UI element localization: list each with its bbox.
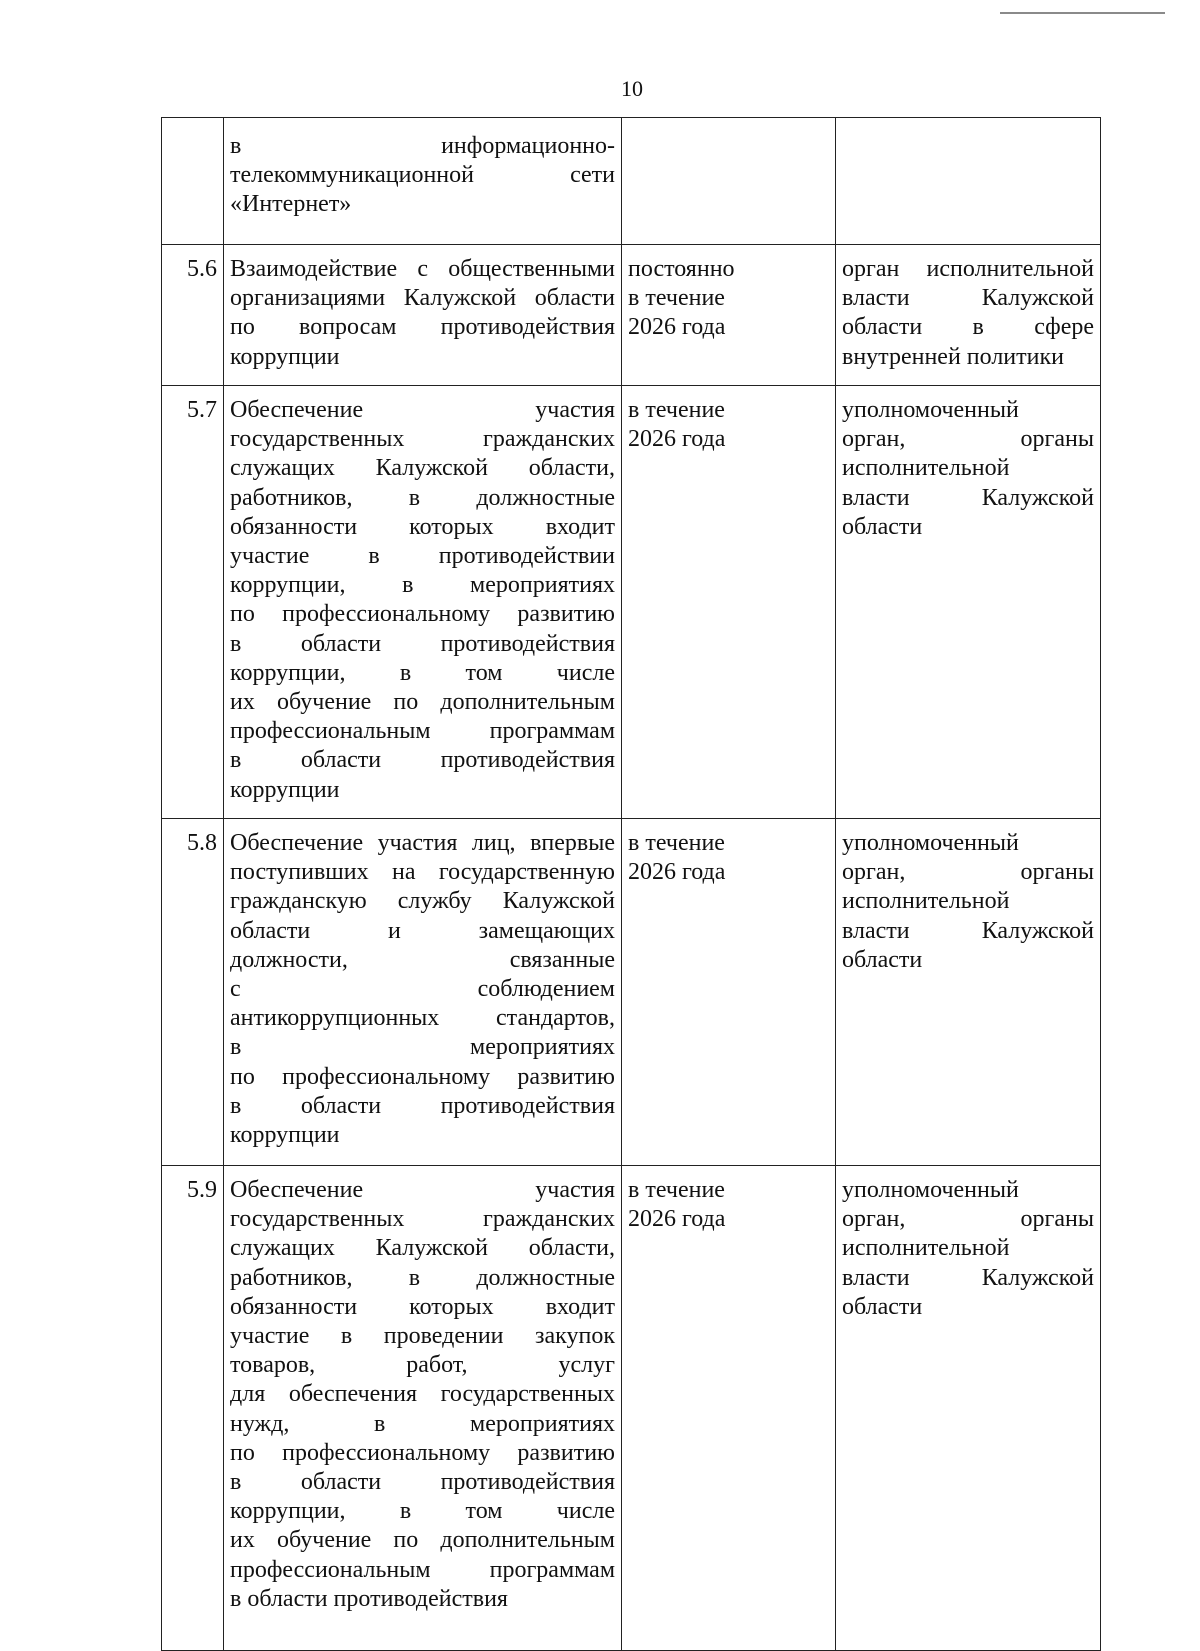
action-cell-line: в области противодействия: [230, 1092, 615, 1119]
action-cell-line: участие в противодействии: [230, 543, 615, 570]
action-cell-line: Обеспечение участия лиц, впервые: [230, 830, 615, 856]
action-cell-line: работников, в должностные: [230, 484, 615, 511]
action-cell-line: по профессиональному развитию: [230, 1063, 615, 1090]
action-cell-line: нужд, в мероприятиях: [230, 1410, 615, 1437]
term-cell-line: 2026 года: [628, 1206, 726, 1233]
header-rule: [1000, 12, 1165, 14]
table-row: [162, 386, 1101, 819]
responsible-cell-line: области: [842, 513, 923, 540]
action-cell: [224, 386, 622, 819]
action-cell-line: служащих Калужской области,: [230, 455, 615, 482]
responsible-cell-line: орган, органы: [842, 1206, 1094, 1233]
responsible-cell-line: орган, органы: [842, 859, 1094, 886]
table-row: [162, 819, 1101, 1166]
responsible-cell-line: области в сфере: [842, 314, 1094, 341]
term-cell-line: постоянно: [628, 256, 735, 282]
term-cell: [622, 118, 836, 245]
responsible-cell-line: исполнительной: [842, 1235, 1010, 1262]
item-number: 5.9: [162, 1166, 224, 1651]
action-cell-line: коррупции, в мероприятиях: [230, 572, 615, 599]
action-cell-line: Обеспечение участия: [230, 1177, 615, 1203]
responsible-cell-line: власти Калужской: [842, 285, 1094, 312]
responsible-cell-line: орган, органы: [842, 426, 1094, 453]
action-cell-line: Взаимодействие с общественными: [230, 256, 615, 282]
action-cell-line: в области противодействия: [230, 747, 615, 774]
action-cell-line: области и замещающих: [230, 917, 615, 944]
responsible-cell: [836, 386, 1101, 819]
term-cell: [622, 819, 836, 1166]
action-cell-line: по вопросам противодействия: [230, 314, 615, 341]
term-cell: [622, 245, 836, 386]
action-cell-line: организациями Калужской области: [230, 285, 615, 312]
term-cell-line: в течение: [628, 1177, 725, 1203]
item-number: [162, 118, 224, 245]
action-cell-line: участие в проведении закупок: [230, 1323, 615, 1350]
table-row: [162, 1166, 1101, 1651]
action-cell-line: коррупции: [230, 776, 340, 803]
action-cell-line: работников, в должностные: [230, 1264, 615, 1291]
action-cell-line: антикоррупционных стандартов,: [230, 1005, 615, 1032]
responsible-cell-line: области: [842, 1293, 923, 1320]
responsible-cell-line: уполномоченный: [842, 397, 1019, 423]
responsible-cell-line: власти Калужской: [842, 1264, 1094, 1291]
action-cell-line: товаров, работ, услуг: [230, 1352, 615, 1379]
action-cell-line: по профессиональному развитию: [230, 1439, 615, 1466]
responsible-cell-line: исполнительной: [842, 888, 1010, 915]
responsible-cell: [836, 245, 1101, 386]
action-cell-line: должности, связанные: [230, 946, 615, 973]
term-cell-line: 2026 года: [628, 314, 726, 341]
responsible-cell-line: уполномоченный: [842, 830, 1019, 856]
action-cell-line: государственных гражданских: [230, 426, 615, 453]
page-number: 10: [621, 76, 643, 101]
term-cell-line: в течение: [628, 397, 725, 423]
responsible-cell: [836, 118, 1101, 245]
action-cell-line: в информационно-: [230, 133, 615, 159]
action-cell-line: обязанности которых входит: [230, 513, 615, 540]
responsible-cell: [836, 1166, 1101, 1651]
action-cell-line: служащих Калужской области,: [230, 1235, 615, 1262]
action-cell-line: «Интернет»: [230, 191, 352, 218]
term-cell-line: в течение: [628, 830, 725, 856]
action-cell-line: с соблюдением: [230, 976, 615, 1003]
item-number: 5.7: [162, 386, 224, 819]
action-cell-line: в мероприятиях: [230, 1034, 615, 1061]
action-cell-line: профессиональным программам: [230, 1556, 615, 1583]
responsible-cell-line: уполномоченный: [842, 1177, 1019, 1203]
action-cell-line: в области противодействия: [230, 1585, 508, 1612]
action-cell-line: их обучение по дополнительным: [230, 689, 615, 716]
action-cell-line: Обеспечение участия: [230, 397, 615, 423]
term-cell-line: в течение: [628, 285, 725, 312]
action-cell-line: телекоммуникационной сети: [230, 162, 615, 189]
term-cell: [622, 386, 836, 819]
responsible-cell-line: власти Калужской: [842, 484, 1094, 511]
responsible-cell-line: исполнительной: [842, 455, 1010, 482]
term-cell: [622, 1166, 836, 1651]
action-cell-line: коррупции, в том числе: [230, 1498, 615, 1525]
action-cell-line: обязанности которых входит: [230, 1293, 615, 1320]
action-cell-line: коррупции: [230, 343, 340, 370]
term-cell-line: 2026 года: [628, 859, 726, 886]
term-cell-line: 2026 года: [628, 426, 726, 453]
item-number: 5.8: [162, 819, 224, 1166]
action-cell: [224, 245, 622, 386]
action-cell-line: профессиональным программам: [230, 718, 615, 745]
action-cell-line: гражданскую службу Калужской: [230, 888, 615, 915]
action-cell-line: поступивших на государственную: [230, 859, 615, 886]
action-cell-line: государственных гражданских: [230, 1206, 615, 1233]
responsible-cell-line: орган исполнительной: [842, 256, 1094, 282]
responsible-cell-line: внутренней политики: [842, 343, 1064, 370]
measures-table: [161, 117, 1101, 1651]
action-cell-line: по профессиональному развитию: [230, 601, 615, 628]
responsible-cell-line: власти Калужской: [842, 917, 1094, 944]
table-row: [162, 245, 1101, 386]
item-number: 5.6: [162, 245, 224, 386]
action-cell-line: для обеспечения государственных: [230, 1381, 615, 1408]
action-cell: [224, 118, 622, 245]
responsible-cell: [836, 819, 1101, 1166]
action-cell-line: коррупции, в том числе: [230, 659, 615, 686]
action-cell-line: в области противодействия: [230, 1469, 615, 1496]
table-row: [162, 118, 1101, 245]
action-cell-line: в области противодействия: [230, 630, 615, 657]
action-cell-line: коррупции: [230, 1122, 340, 1149]
responsible-cell-line: области: [842, 946, 923, 973]
action-cell: [224, 1166, 622, 1651]
action-cell-line: их обучение по дополнительным: [230, 1527, 615, 1554]
action-cell: [224, 819, 622, 1166]
